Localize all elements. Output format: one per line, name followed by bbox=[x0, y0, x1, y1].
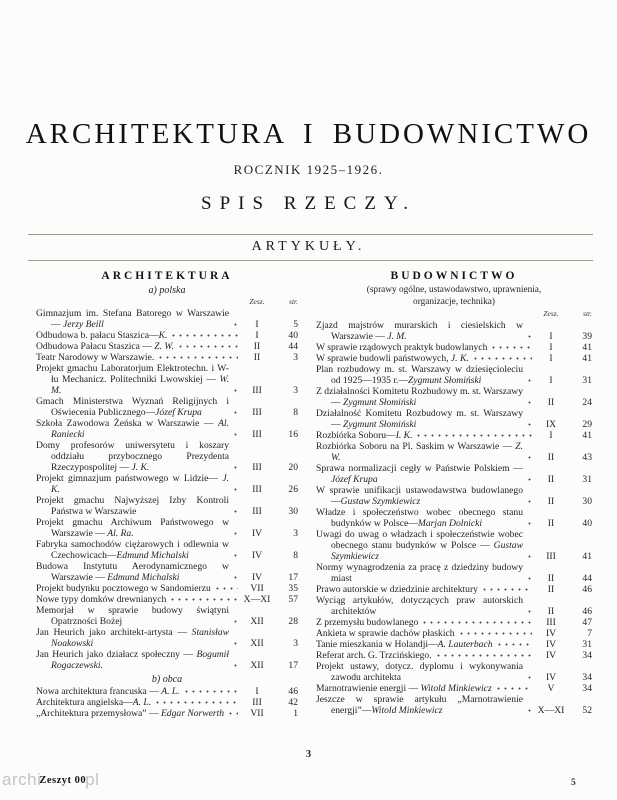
dot-leader bbox=[526, 332, 532, 341]
entry-issue: III bbox=[252, 385, 262, 396]
dot-leader bbox=[232, 639, 238, 648]
toc-entry bbox=[316, 408, 592, 430]
entry-title: Normy wynagrodzenia za pracę z dziedziny budowy miast bbox=[316, 562, 523, 584]
entry-issue: II bbox=[547, 573, 555, 584]
entry-title: Fabryka samochodów ciężarowych i odlewnia w Czechowicach—Edmund Michalski bbox=[36, 539, 229, 561]
entry-title: Rozbiórka Soboru—I. K. bbox=[316, 430, 413, 441]
dot-leader bbox=[183, 687, 238, 696]
dot-leader bbox=[435, 651, 532, 660]
toc-entry bbox=[316, 342, 592, 353]
entry-page: 31 bbox=[582, 375, 592, 386]
entry-author: Józef Krupa bbox=[331, 474, 378, 485]
entry-page: 3 bbox=[293, 352, 298, 363]
entry-issue: II bbox=[547, 397, 555, 408]
entry-issue: I bbox=[549, 353, 553, 364]
entry-issue: I bbox=[255, 319, 259, 330]
entry-author: Marjan Dolnicki bbox=[417, 518, 483, 529]
entry-author: J. K. bbox=[131, 462, 150, 473]
zesz-header: Zesz. bbox=[249, 297, 265, 306]
str-header: str. bbox=[583, 309, 592, 318]
entry-issue: XII bbox=[250, 660, 264, 671]
toc-entry bbox=[316, 320, 592, 342]
entry-title: Jan Heurich jako działacz społeczny — Bogumił Rogaczewski. bbox=[36, 649, 229, 671]
entry-page: 31 bbox=[582, 474, 592, 485]
entry-title: Z działalności Komitetu Rozbudowy m. st. Warszawy — Zygmunt Słomiński bbox=[316, 386, 523, 408]
entry-issue: III bbox=[546, 617, 556, 628]
entry-title: „Architektura przemysłowa” — Edgar Norwerth bbox=[36, 708, 225, 719]
toc-entry bbox=[316, 639, 592, 650]
entry-author: A. L. bbox=[132, 697, 152, 708]
entry-issue: I bbox=[549, 331, 553, 342]
toc-entry bbox=[316, 529, 592, 562]
toc-entry bbox=[36, 561, 298, 583]
entry-title: Władze i społeczeństwo wobec obecnego stanu budynków w Polsce—Marjan Dolnicki bbox=[316, 507, 523, 529]
watermark-left: archi bbox=[2, 770, 42, 789]
entry-author: J. K. bbox=[51, 473, 229, 495]
entry-issue: I bbox=[549, 342, 553, 353]
column-units-header bbox=[36, 297, 298, 306]
column-units-header bbox=[316, 309, 592, 318]
entry-issue: X—XI bbox=[243, 594, 271, 605]
entry-page: 41 bbox=[582, 551, 592, 562]
yearbook-subtitle: ROCZNIK 1925–1926. bbox=[233, 162, 384, 177]
entry-title: Projekt gmachu Laboratorjum Elektrotechn. i W-łu Mechanicz. Politechniki Lwowskiej — W. M. bbox=[36, 363, 229, 396]
entry-author: J. K. bbox=[450, 353, 469, 364]
dot-leader bbox=[526, 376, 532, 385]
entry-page: 17 bbox=[288, 572, 298, 583]
entry-title: Budowa Instytutu Aerodynamicznego w Warszawie — Edmund Michalski bbox=[36, 561, 229, 583]
toc-entry bbox=[36, 697, 298, 708]
toc-entry bbox=[36, 594, 298, 605]
entry-author: J. M. bbox=[387, 331, 407, 342]
entry-author: Gustaw Szymkiewicz bbox=[340, 496, 421, 507]
entry-title: Jan Heurich jako architekt-artysta — Stanisław Noakowski bbox=[36, 627, 229, 649]
dot-leader bbox=[458, 629, 532, 638]
column-subtitle-line1: (sprawy ogólne, ustawodawstwo, uprawnienia, bbox=[366, 285, 542, 295]
entry-issue: III bbox=[252, 506, 262, 517]
dot-leader bbox=[526, 607, 532, 616]
entry-issue: III bbox=[252, 484, 262, 495]
dot-leader bbox=[232, 573, 238, 582]
entry-title: Gimnazjum im. Stefana Batorego w Warszawie — Jerzy Beill bbox=[36, 308, 229, 330]
entry-issue: IV bbox=[251, 572, 263, 583]
dot-leader bbox=[214, 584, 238, 593]
entry-author: Józef Krupa bbox=[155, 407, 202, 418]
entry-page: 8 bbox=[293, 407, 298, 418]
entry-author: A. Lauterbach bbox=[437, 639, 493, 650]
entry-page: 24 bbox=[582, 397, 592, 408]
entry-issue: IV bbox=[251, 550, 263, 561]
entry-issue: III bbox=[546, 551, 556, 562]
entry-page: 26 bbox=[288, 484, 298, 495]
dot-leader bbox=[526, 420, 532, 429]
entry-author: A. L. bbox=[161, 686, 180, 697]
dot-leader bbox=[232, 661, 238, 670]
entry-page: 42 bbox=[288, 697, 298, 708]
dot-leader bbox=[232, 320, 238, 329]
corner-number: 5 bbox=[571, 778, 576, 788]
entry-issue: III bbox=[252, 407, 262, 418]
toc-entry bbox=[36, 517, 298, 539]
entry-title: Projekt gimnazjum państwowego w Lidzie— J. K. bbox=[36, 473, 229, 495]
dot-leader bbox=[232, 386, 238, 395]
entry-page: 3 bbox=[293, 385, 298, 396]
entry-issue: I bbox=[549, 375, 553, 386]
entry-issue: I bbox=[255, 330, 259, 341]
toc-entry bbox=[36, 495, 298, 517]
entry-title: W sprawie unifikacji ustawodawstwa budowlanego—Gustaw Szymkiewicz bbox=[316, 485, 523, 507]
entry-page: 34 bbox=[582, 683, 592, 694]
entry-author: Stanisław Noakowski bbox=[51, 627, 229, 649]
toc-entry bbox=[36, 308, 298, 330]
toc-entry bbox=[36, 649, 298, 671]
dot-leader bbox=[232, 617, 238, 626]
entry-title: Plan rozbudowy m. st. Warszawy w dziesięcioleciu od 1925—1935 r.—Zygmunt Słomiński bbox=[316, 364, 523, 386]
entry-issue: I bbox=[549, 430, 553, 441]
entry-issue: II bbox=[547, 518, 555, 529]
column-budownictwo bbox=[316, 270, 592, 719]
entry-author: Zygmunt Słomiński bbox=[343, 419, 417, 430]
entry-author: Gustaw Szymkiewicz bbox=[331, 540, 523, 562]
toc-entry bbox=[316, 485, 592, 507]
entry-page: 31 bbox=[582, 639, 592, 650]
entry-title: Nowe typy domków drewnianych bbox=[36, 594, 167, 605]
entry-list bbox=[316, 309, 592, 716]
toc-entry bbox=[36, 418, 298, 440]
toc-entry bbox=[36, 363, 298, 396]
entry-title: Rozbiórka Soboru na Pl. Saskim w Warszawie — Z. W. bbox=[316, 441, 523, 463]
entry-title: Teatr Narodowy w Warszawie. bbox=[36, 352, 155, 363]
entry-page: 3 bbox=[293, 528, 298, 539]
entry-page: 34 bbox=[582, 650, 592, 661]
entry-issue: XII bbox=[250, 616, 264, 627]
entry-page: 46 bbox=[582, 584, 592, 595]
entry-issue: V bbox=[547, 683, 555, 694]
dot-leader bbox=[496, 640, 532, 649]
entry-issue: II bbox=[547, 452, 555, 463]
entry-page: 29 bbox=[582, 419, 592, 430]
dot-leader bbox=[232, 551, 238, 560]
entry-issue: X—XI bbox=[537, 705, 565, 716]
toc-entry bbox=[316, 595, 592, 617]
entry-title: Jeszcze w sprawie artykułu „Marnotrawienie energji”—Witold Minkiewicz bbox=[316, 694, 523, 716]
entry-page: 41 bbox=[582, 430, 592, 441]
entry-title: Z przemysłu budowlanego bbox=[316, 617, 419, 628]
zesz-header: Zesz. bbox=[543, 309, 559, 318]
toc-entry bbox=[316, 430, 592, 441]
entry-author: Z. W. bbox=[154, 341, 174, 352]
footer-stamp-row bbox=[2, 770, 99, 790]
dot-leader bbox=[232, 463, 238, 472]
entry-title: Marnotrawienie energji — Witold Minkiewicz bbox=[316, 683, 492, 694]
dot-leader bbox=[232, 485, 238, 494]
entry-issue: I bbox=[255, 686, 259, 697]
entry-page: 1 bbox=[293, 708, 298, 719]
toc-entry bbox=[36, 330, 298, 341]
entry-title: Projekt budynku pocztowego w Sandomierzu bbox=[36, 583, 211, 594]
toc-entry bbox=[36, 627, 298, 649]
toc-entry bbox=[36, 352, 298, 363]
toc-entry bbox=[316, 694, 592, 716]
entry-author: Jerzy Beill bbox=[63, 319, 104, 330]
entry-list bbox=[36, 285, 298, 719]
toc-entry bbox=[316, 386, 592, 408]
entry-author: K. bbox=[158, 330, 168, 341]
entry-page: 46 bbox=[582, 606, 592, 617]
entry-page: 30 bbox=[582, 496, 592, 507]
entry-author: Edmund Michalski bbox=[116, 550, 189, 561]
dot-leader bbox=[177, 342, 238, 351]
entry-author: Zygmunt Słomiński bbox=[343, 397, 417, 408]
column-architektura bbox=[36, 270, 298, 719]
toc-entry bbox=[36, 539, 298, 561]
entry-title: Wyciąg artykułów, dotyczących praw autorskich architektów bbox=[316, 595, 523, 617]
entry-issue: IV bbox=[545, 639, 557, 650]
toc-entry bbox=[316, 628, 592, 639]
entry-title: Tanie mieszkania w Holandji—A. Lauterbach bbox=[316, 639, 493, 650]
dot-leader bbox=[495, 684, 532, 693]
toc-heading: SPIS RZECZY. bbox=[201, 193, 416, 214]
entry-page: 39 bbox=[582, 331, 592, 342]
entry-title: Nowa architektura francuska — A. L. bbox=[36, 686, 180, 697]
entry-issue: IV bbox=[545, 628, 557, 639]
entry-title: Domy profesorów uniwersytetu i koszary oddziału przybocznego Prezydenta Rzeczypospolitej — J. K. bbox=[36, 440, 229, 473]
entry-page: 47 bbox=[582, 617, 592, 628]
subsection-label: a) polska bbox=[148, 285, 186, 296]
entry-page: 52 bbox=[582, 705, 592, 716]
toc-entry bbox=[316, 353, 592, 364]
entry-title: Odbudowa b. pałacu Staszica—K. bbox=[36, 330, 168, 341]
toc-entry bbox=[36, 341, 298, 352]
entry-page: 8 bbox=[293, 550, 298, 561]
dot-leader bbox=[232, 529, 238, 538]
entry-issue: II bbox=[547, 496, 555, 507]
entry-title: W sprawie budowli państwowych, J. K. bbox=[316, 353, 469, 364]
subsection-label: b) obca bbox=[151, 674, 183, 685]
entry-issue: IV bbox=[545, 650, 557, 661]
toc-entry bbox=[36, 686, 298, 697]
entry-title: Projekt ustawy, dotycz. dyplomu i wykonywania zawodu architekta bbox=[316, 661, 523, 683]
entry-title: Uwagi do uwag o władzach i społeczeństwie wobec obecnego stanu budynków w Polsce — Gustaw Szymkiewicz bbox=[316, 529, 523, 562]
dot-leader bbox=[154, 698, 238, 707]
entry-title: Architektura angielska—A. L. bbox=[36, 697, 152, 708]
entry-page: 28 bbox=[288, 616, 298, 627]
articles-banner: ARTYKUŁY. bbox=[251, 239, 366, 254]
entry-title: W sprawie rządowych praktyk budowlanych bbox=[316, 342, 488, 353]
entry-title: Szkoła Zawodowa Żeńska w Warszawie — Al. Raniecki bbox=[36, 418, 229, 440]
entry-author: Z. W. bbox=[331, 441, 523, 463]
entry-author: Edgar Norwerth bbox=[160, 708, 225, 719]
entry-page: 44 bbox=[288, 341, 298, 352]
toc-entry bbox=[316, 562, 592, 584]
dot-leader bbox=[490, 343, 532, 352]
entry-author: Edmund Michalski bbox=[107, 572, 180, 583]
toc-entry bbox=[316, 584, 592, 595]
dot-leader bbox=[526, 552, 532, 561]
toc-columns bbox=[0, 261, 617, 719]
entry-issue: II bbox=[547, 474, 555, 485]
toc-entry bbox=[316, 507, 592, 529]
entry-page: 40 bbox=[582, 518, 592, 529]
entry-page: 30 bbox=[288, 506, 298, 517]
dot-leader bbox=[481, 585, 532, 594]
dot-leader bbox=[526, 673, 532, 682]
entry-page: 20 bbox=[288, 462, 298, 473]
entry-issue: IV bbox=[545, 672, 557, 683]
masthead bbox=[0, 0, 617, 215]
entry-page: 43 bbox=[582, 452, 592, 463]
entry-issue: IX bbox=[545, 419, 557, 430]
entry-page: 44 bbox=[582, 573, 592, 584]
entry-page: 17 bbox=[288, 660, 298, 671]
entry-issue: VII bbox=[250, 583, 264, 594]
dot-leader bbox=[232, 430, 238, 439]
entry-title: Projekt gmachu Najwyższej Izby Kontroli Państwa w Warszawie bbox=[36, 495, 229, 517]
entry-issue: II bbox=[547, 584, 555, 595]
entry-page: 34 bbox=[582, 672, 592, 683]
entry-title: Ankieta w sprawie dachów płaskich bbox=[316, 628, 455, 639]
entry-page: 57 bbox=[288, 594, 298, 605]
entry-author: Witold Minkiewicz bbox=[420, 683, 492, 694]
dot-leader bbox=[526, 706, 532, 715]
entry-page: 5 bbox=[293, 319, 298, 330]
dot-leader bbox=[232, 507, 238, 516]
toc-entry bbox=[36, 583, 298, 594]
entry-page: 41 bbox=[582, 353, 592, 364]
entry-page: 7 bbox=[587, 628, 592, 639]
dot-leader bbox=[526, 453, 532, 462]
entry-author: Al. Raniecki bbox=[51, 418, 229, 440]
entry-title: Działalność Komitetu Rozbudowy m. st. Warszawy — Zygmunt Słomiński bbox=[316, 408, 523, 430]
str-header: str. bbox=[289, 297, 298, 306]
toc-entry bbox=[316, 463, 592, 485]
entry-page: 46 bbox=[288, 686, 298, 697]
dot-leader bbox=[526, 497, 532, 506]
entry-issue: IV bbox=[251, 528, 263, 539]
entry-page: 35 bbox=[288, 583, 298, 594]
toc-entry bbox=[316, 617, 592, 628]
entry-title: Prawo autorskie w dziedzinie architektury bbox=[316, 584, 478, 595]
page-number: 3 bbox=[305, 749, 312, 760]
dot-leader bbox=[421, 618, 532, 627]
entry-title: Odbudowa Pałacu Staszica — Z. W. bbox=[36, 341, 174, 352]
entry-issue: VII bbox=[250, 708, 264, 719]
entry-title: Memorjał w sprawie budowy świątyni Opatrzności Bożej bbox=[36, 605, 229, 627]
dot-leader bbox=[170, 331, 238, 340]
dot-leader bbox=[472, 354, 532, 363]
dot-leader bbox=[415, 431, 532, 440]
column-subtitle-line2: organizacje, technika) bbox=[413, 296, 495, 307]
toc-entry bbox=[316, 683, 592, 694]
dot-leader bbox=[169, 595, 238, 604]
dot-leader bbox=[526, 519, 532, 528]
page-title: ARCHITEKTURA I BUDOWNICTWO bbox=[25, 118, 592, 150]
column-title: ARCHITEKTURA bbox=[101, 270, 233, 282]
toc-entry bbox=[316, 364, 592, 386]
entry-issue: II bbox=[547, 606, 555, 617]
entry-issue: III bbox=[252, 697, 262, 708]
entry-issue: III bbox=[252, 429, 262, 440]
entry-issue: II bbox=[253, 352, 261, 363]
column-subtitle bbox=[316, 285, 592, 308]
entry-page: 40 bbox=[288, 330, 298, 341]
entry-issue: XII bbox=[250, 638, 264, 649]
entry-author: Witold Minkiewicz bbox=[371, 705, 443, 716]
entry-title: Gmach Ministerstwa Wyznań Religijnych i Oświecenia Publicznego—Józef Krupa bbox=[36, 396, 229, 418]
entry-page: 41 bbox=[582, 342, 592, 353]
toc-entry bbox=[36, 605, 298, 627]
column-title: BUDOWNICTWO bbox=[390, 270, 518, 282]
toc-entry bbox=[316, 661, 592, 683]
entry-page: 16 bbox=[288, 429, 298, 440]
toc-entry bbox=[316, 441, 592, 463]
entry-author: I. K. bbox=[395, 430, 413, 441]
entry-page: 3 bbox=[293, 638, 298, 649]
toc-entry bbox=[36, 473, 298, 495]
entry-title: Referat arch. G. Trzcińskiego. bbox=[316, 650, 432, 661]
entry-issue: II bbox=[253, 341, 261, 352]
toc-entry bbox=[316, 650, 592, 661]
entry-issue: III bbox=[252, 462, 262, 473]
entry-title: Sprawa normalizacji cegły w Państwie Polskiem — Józef Krupa bbox=[316, 463, 523, 485]
entry-author: Al. Ra. bbox=[107, 528, 134, 539]
toc-entry bbox=[36, 708, 298, 719]
dot-leader bbox=[526, 475, 532, 484]
dot-leader bbox=[157, 353, 238, 362]
entry-title: Projekt gmachu Archiwum Państwowego w Warszawie — Al. Ra. bbox=[36, 517, 229, 539]
issue-stamp: Zeszyt 00 bbox=[39, 774, 87, 786]
dot-leader bbox=[227, 709, 238, 718]
entry-author: W. M. bbox=[51, 374, 229, 396]
dot-leader bbox=[526, 574, 532, 583]
toc-entry bbox=[36, 396, 298, 418]
watermark-right: pl bbox=[85, 770, 100, 789]
dot-leader bbox=[232, 408, 238, 417]
toc-entry bbox=[36, 440, 298, 473]
entry-author: Bogumił Rogaczewski. bbox=[51, 649, 229, 671]
entry-author: Zygmunt Słomiński bbox=[408, 375, 482, 386]
entry-title: Zjazd majstrów murarskich i ciesielskich w Warszawie — J. M. bbox=[316, 320, 523, 342]
dot-leader bbox=[526, 398, 532, 407]
